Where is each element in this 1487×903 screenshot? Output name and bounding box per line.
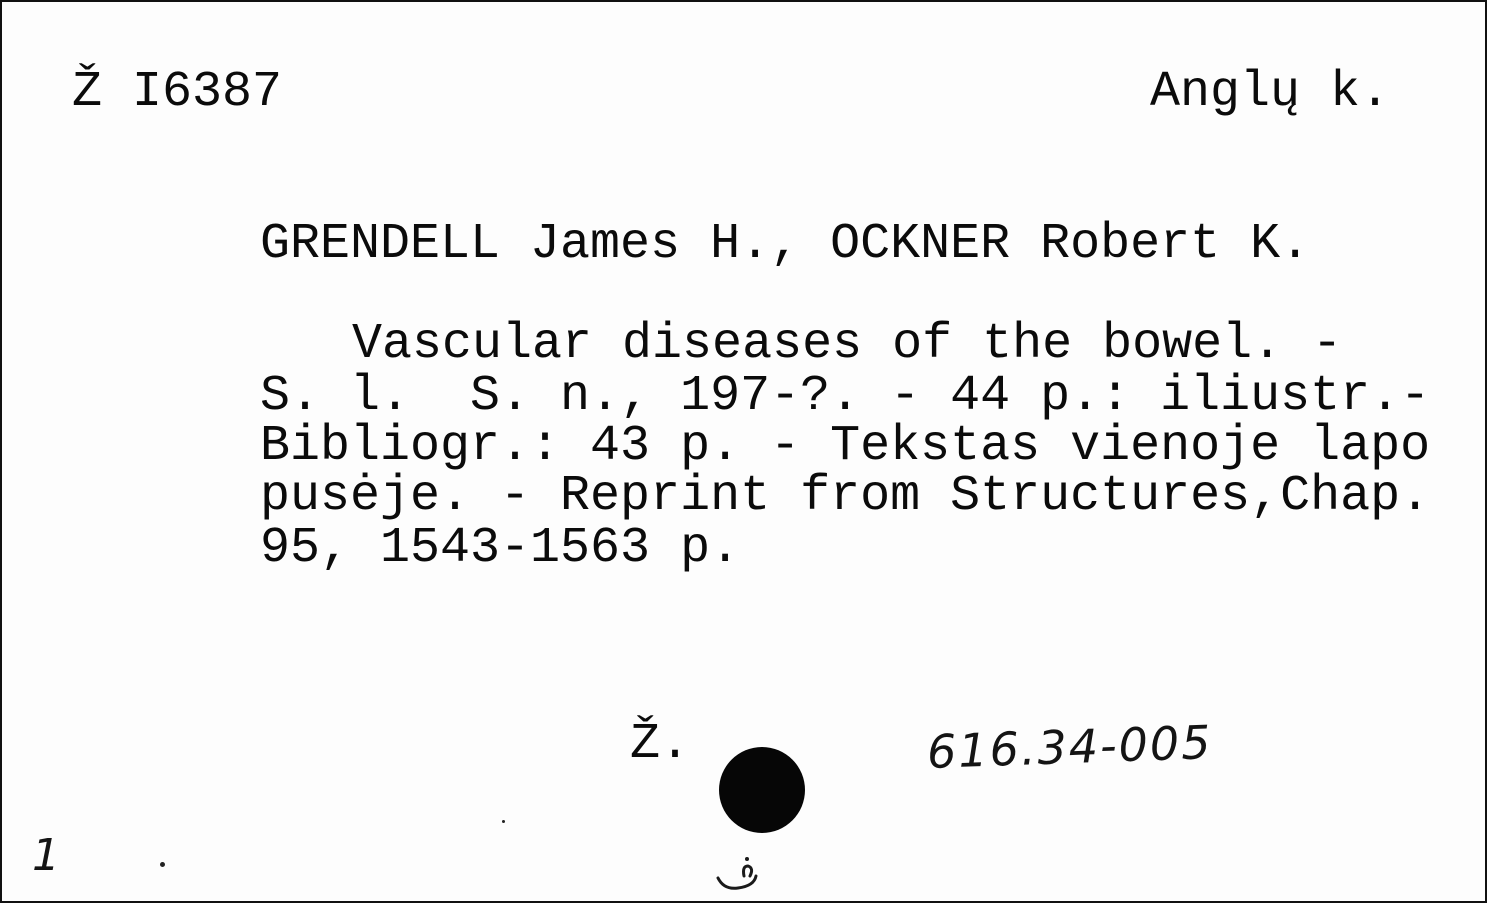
ink-speck [502, 820, 505, 823]
cataloger-initial: Ž. [630, 716, 691, 773]
ink-speck [160, 862, 165, 867]
call-number: Ž I6387 [72, 64, 283, 121]
handwritten-mark-icon [714, 854, 764, 894]
punch-hole [719, 747, 805, 833]
authors-line: GRENDELL James H., OCKNER Robert K. [260, 216, 1311, 273]
description-line-4: pusėje. - Reprint from Structures,Chap. [260, 468, 1431, 525]
language-label: Anglų k. [1149, 64, 1390, 121]
classification-number: 616.34-005 [926, 715, 1214, 779]
description-line-3: Bibliogr.: 43 p. - Tekstas vienoje lapo [260, 418, 1431, 475]
description-line-1: Vascular diseases of the bowel. - [352, 316, 1343, 373]
copy-count: 1 [32, 830, 60, 881]
description-line-2: S. l. S. n., 197-?. - 44 p.: iliustr.- [260, 368, 1431, 425]
description-line-5: 95, 1543-1563 p. [260, 520, 741, 577]
